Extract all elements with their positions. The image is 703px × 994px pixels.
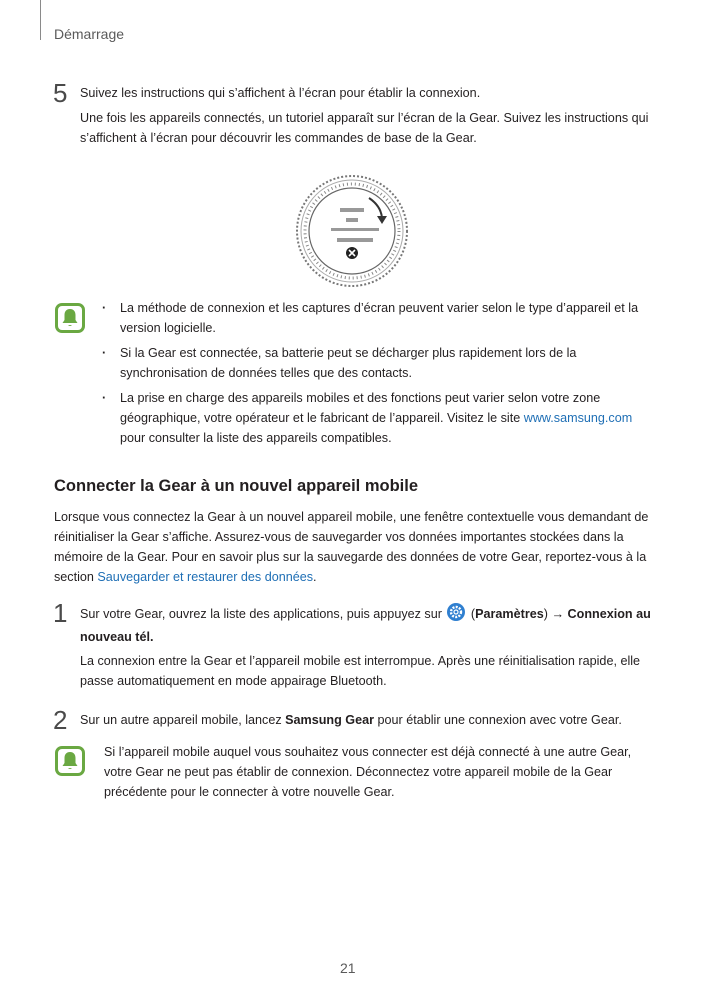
note-bullet-1: · La méthode de connexion et les captures d’écran peuvent varier selon le type d’appareil et la version logicielle. — [100, 298, 660, 338]
step-number-5: 5 — [53, 78, 68, 108]
note-bullet-3: · La prise en charge des appareils mobiles et des fonctions peut varier selon votre zone géographique, votre opérateur et le fabricant de l’appareil. Visitez le site www.samsung.com pour consulter la liste des appareils compatibles. — [100, 388, 660, 448]
step5-instruction: Suivez les instructions qui s’affichent à l’écran pour établir la connexion. — [80, 86, 481, 100]
section-title: Démarrage — [54, 26, 125, 42]
note-bullet-list — [100, 298, 660, 453]
watch-tutorial-illustration — [295, 174, 409, 293]
section-intro: Lorsque vous connectez la Gear à un nouvel appareil mobile, une fenêtre contextuelle vous demandant de réinitialiser la Gear s’affiche. Assurez-vous de sauvegarder vos données importantes stockées dans la mémoire de la Gear. Pour en savoir plus sur la sauvegarde des données de votre Gear, reportez-vous à la section Sauvegarder et restaurer des données. — [54, 510, 649, 584]
close-icon — [346, 247, 358, 259]
header-rule — [40, 0, 41, 40]
notification-bell-icon — [55, 303, 85, 333]
watch-tutorial-screen-icon — [295, 174, 409, 288]
samsung-website-link[interactable]: www.samsung.com — [523, 411, 633, 425]
backup-restore-link[interactable]: Sauvegarder et restaurer des données — [97, 570, 314, 584]
samsung-gear-app-name: Samsung Gear — [285, 713, 375, 727]
step2-instruction: Sur un autre appareil mobile, lancez Samsung Gear pour établir une connexion avec votre Gear. — [80, 713, 622, 727]
settings-gear-icon — [447, 603, 465, 627]
page-number: 21 — [340, 960, 356, 976]
step1-instruction: Sur votre Gear, ouvrez la liste des applications, puis appuyez sur (Paramètres) → Connexion au nouveau tél. — [80, 603, 660, 647]
notification-bell-icon — [55, 746, 85, 776]
step-number-1: 1 — [53, 598, 68, 628]
menu-item-connexion-nouveau-tel: Connexion au nouveau tél. — [80, 607, 651, 644]
note-bullet-2: · Si la Gear est connectée, sa batterie peut se décharger plus rapidement lors de la synchronisation de données telles que des contacts. — [100, 343, 660, 383]
step5-detail: Une fois les appareils connectés, un tutoriel apparaît sur l’écran de la Gear. Suivez les instructions qui s’affichent à l’écran pour découvrir les commandes de base de la Gear. — [80, 111, 649, 145]
step1-detail: La connexion entre la Gear et l’appareil mobile est interrompue. Après une réinitialisation rapide, elle passe automatiquement en mode appairage Bluetooth. — [80, 654, 641, 688]
note2-text: Si l’appareil mobile auquel vous souhaitez vous connecter est déjà connecté à une autre Gear, votre Gear ne peut pas établir de connexion. Déconnectez votre appareil mobile de la Gear précédente pour le connecter à votre nouvelle Gear. — [104, 745, 632, 799]
step-number-2: 2 — [53, 705, 68, 735]
section-heading: Connecter la Gear à un nouvel appareil mobile — [54, 477, 419, 495]
